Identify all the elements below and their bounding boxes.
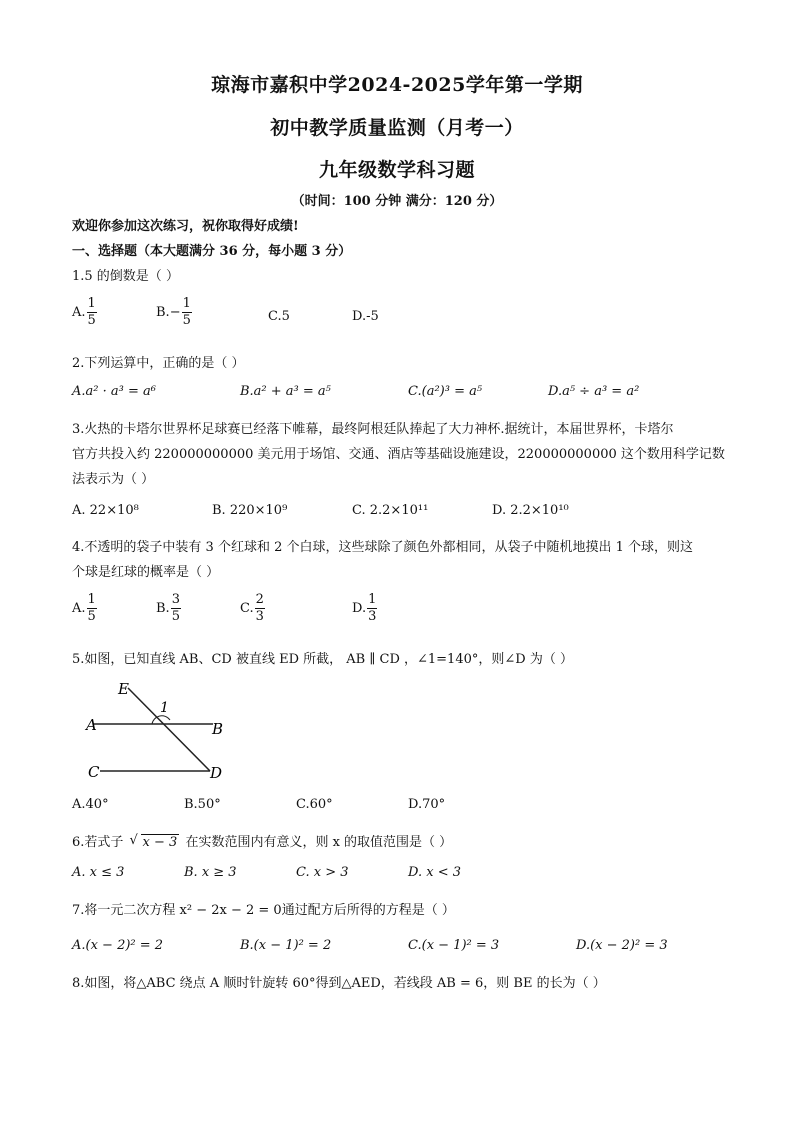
- question-6-stem: [72, 831, 452, 850]
- q3-option-b: B. 220×10⁹: [212, 503, 288, 518]
- denominator: 5: [171, 609, 180, 624]
- denominator: 5: [87, 609, 96, 624]
- fraction: [182, 296, 192, 329]
- question-1-stem: 1.5 的倒数是（ ）: [72, 269, 179, 284]
- q2-option-a: A.a² · a³ = a⁶: [72, 384, 156, 399]
- label-e: E: [118, 680, 129, 698]
- question-4-stem-line2: 个球是红球的概率是（ ）: [72, 565, 220, 580]
- numerator: 1: [87, 296, 96, 311]
- question-3-stem-line3: 法表示为（ ）: [72, 472, 155, 487]
- q5-option-d: D.70°: [408, 797, 446, 812]
- q7-option-d: D.(x − 2)² = 3: [576, 938, 668, 953]
- school-title: 琼海市嘉积中学2024-2025学年第一学期: [211, 74, 583, 96]
- option-label: B.: [156, 601, 170, 616]
- q4-option-d: [352, 592, 377, 625]
- exam-info: （时间：100 分钟 满分：120 分）: [291, 194, 503, 209]
- question-3-stem-line1: 3.火热的卡塔尔世界杯足球赛已经落下帷幕，最终阿根廷队捧起了大力神杯.据统计，本届世界杯，卡塔尔: [72, 422, 674, 437]
- q7-option-c: C.(x − 1)² = 3: [408, 938, 500, 953]
- q3-option-c: C. 2.2×10¹¹: [352, 503, 429, 518]
- q1-option-b: [156, 296, 192, 329]
- label-d: D: [210, 764, 223, 782]
- angle-1-arc: [152, 716, 170, 724]
- greeting: 欢迎你参加这次练习，祝你取得好成绩!: [72, 219, 299, 234]
- fraction: [87, 296, 97, 329]
- fraction: [367, 592, 377, 625]
- question-7-stem: 7.将一元二次方程 x² − 2x − 2 = 0通过配方后所得的方程是（ ）: [72, 903, 455, 918]
- numerator: 1: [182, 296, 191, 311]
- q1-option-a: [72, 296, 97, 329]
- q5-option-c: C.60°: [296, 797, 333, 812]
- q6-option-b: B. x ≥ 3: [184, 865, 237, 880]
- question-8-stem: 8.如图，将△ABC 绕点 A 顺时针旋转 60°得到△AED，若线段 AB = 6，则 BE 的长为（ ）: [72, 976, 606, 991]
- line-ed: [128, 688, 210, 771]
- radical-sign-icon: √: [129, 833, 138, 848]
- fraction: [171, 592, 181, 625]
- denominator: 3: [255, 609, 264, 624]
- q2-option-d: D.a⁵ ÷ a³ = a²: [548, 384, 640, 399]
- numerator: 3: [171, 592, 180, 607]
- q5-option-b: B.50°: [184, 797, 221, 812]
- radicand: x − 3: [142, 835, 178, 850]
- q1-option-d: D.-5: [352, 309, 379, 324]
- question-4-stem-line1: 4.不透明的袋子中装有 3 个红球和 2 个白球，这些球除了颜色外都相同，从袋子中随机地摸出 1 个球，则这: [72, 540, 694, 555]
- square-root: [130, 835, 180, 850]
- exam-title: 初中教学质量监测（月考一）: [270, 117, 524, 139]
- option-label: C.: [240, 601, 254, 616]
- denominator: 5: [87, 313, 96, 328]
- label-b: B: [212, 720, 224, 738]
- q1-option-c: C.5: [268, 309, 290, 324]
- q3-option-d: D. 2.2×10¹⁰: [492, 503, 569, 518]
- fraction: [255, 592, 265, 625]
- q6-option-a: A. x ≤ 3: [72, 865, 125, 880]
- q4-option-a: [72, 592, 97, 625]
- denominator: 3: [368, 609, 377, 624]
- question-5-stem: 5.如图，已知直线 AB、CD 被直线 ED 所截， AB ∥ CD ，∠1=140°，则∠D 为（ ）: [72, 652, 573, 667]
- option-label: B.: [156, 305, 170, 320]
- q6-stem-suffix: 在实数范围内有意义，则 x 的取值范围是（ ）: [185, 835, 453, 850]
- q5-option-a: A.40°: [72, 797, 109, 812]
- q4-option-c: [240, 592, 265, 625]
- denominator: 5: [182, 313, 191, 328]
- q7-option-a: A.(x − 2)² = 2: [72, 938, 164, 953]
- question-3-stem-line2: 官方共投入约 220000000000 美元用于场馆、交通、酒店等基础设施建设，220000000000 这个数用科学记数: [72, 447, 725, 462]
- subject-title: 九年级数学科习题: [318, 159, 475, 181]
- label-c: C: [88, 763, 100, 781]
- question-2-stem: 2.下列运算中，正确的是（ ）: [72, 356, 245, 371]
- q7-option-b: B.(x − 1)² = 2: [240, 938, 332, 953]
- numerator: 1: [87, 592, 96, 607]
- fraction: [87, 592, 97, 625]
- label-angle-1: 1: [160, 700, 169, 716]
- label-a: A: [86, 716, 97, 734]
- q2-option-b: B.a² + a³ = a⁵: [240, 384, 331, 399]
- parallel-lines-figure: [78, 676, 238, 786]
- numerator: 1: [368, 592, 377, 607]
- q3-option-a: A. 22×10⁸: [72, 503, 139, 518]
- numerator: 2: [255, 592, 264, 607]
- option-label: A.: [72, 601, 86, 616]
- q6-option-d: D. x < 3: [408, 865, 461, 880]
- option-label: D.: [352, 601, 367, 616]
- minus-sign: −: [169, 305, 181, 320]
- option-label: A.: [72, 305, 86, 320]
- q4-option-b: [156, 592, 181, 625]
- q6-stem-prefix: 6.若式子: [72, 835, 124, 850]
- section-heading: 一、选择题（本大题满分 36 分，每小题 3 分）: [72, 244, 352, 259]
- q2-option-c: C.(a²)³ = a⁵: [408, 384, 483, 399]
- q6-option-c: C. x > 3: [296, 865, 349, 880]
